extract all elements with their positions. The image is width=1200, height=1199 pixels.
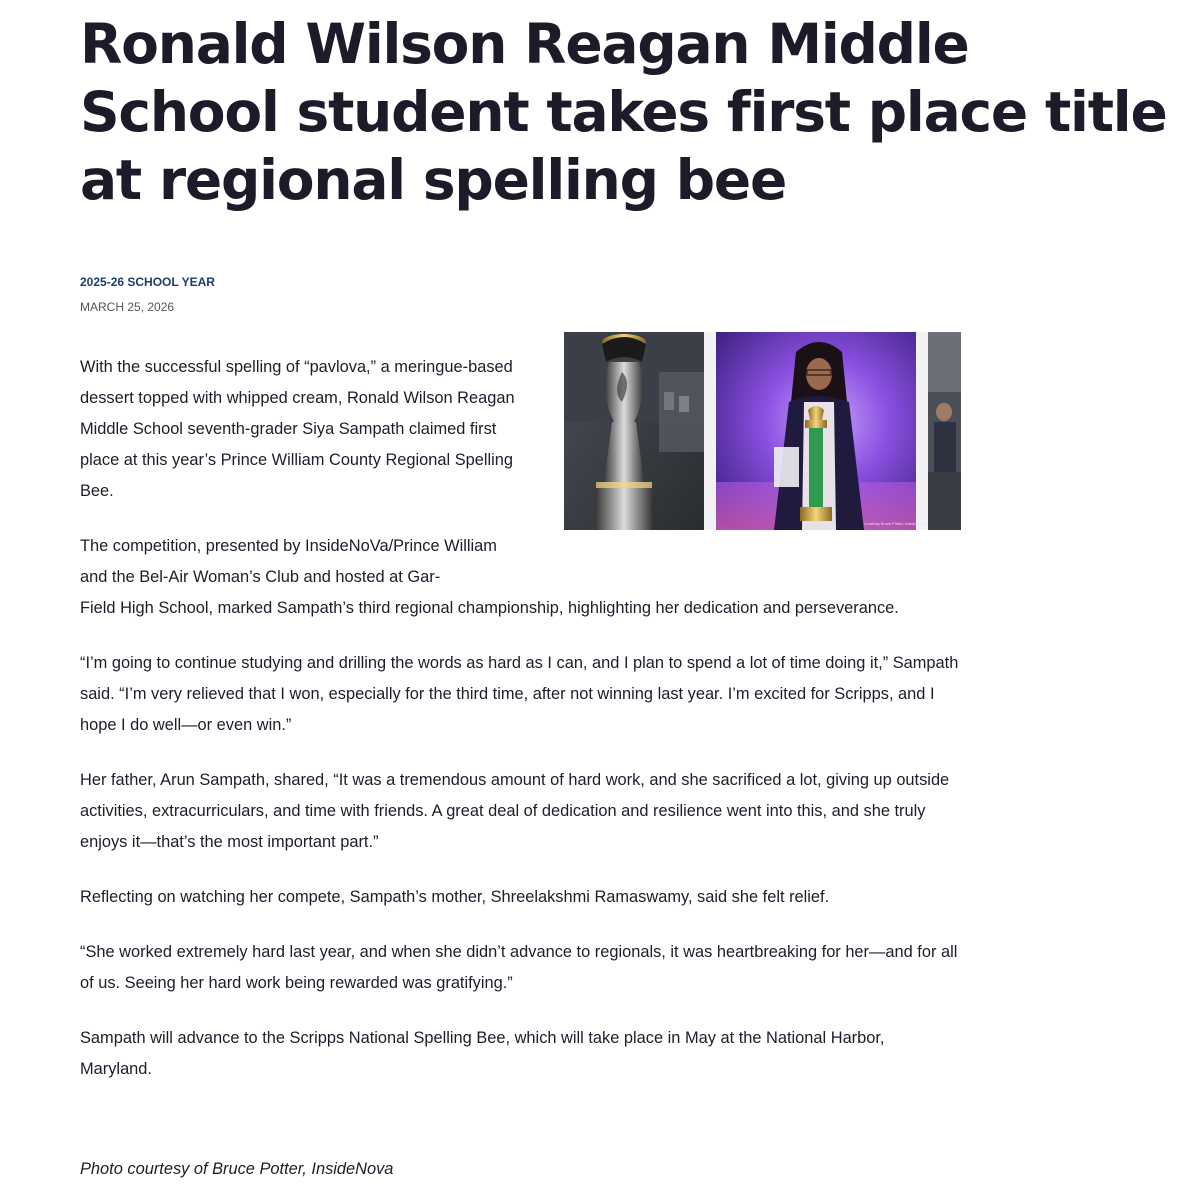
paragraph-competition-part-b: Field High School, marked Sampath’s third regional championship, highlighting her dedication and perseverance. xyxy=(80,599,899,617)
photo-overlay-credit: Courtesy Bruce Potter, InsideNova xyxy=(863,521,925,526)
paragraph-closing: Sampath will advance to the Scripps National Spelling Bee, which will take place in May at the National Harbor, Maryland. xyxy=(80,1029,885,1078)
paragraph-competition-part-a: The competition, presented by InsideNoVa/Prince William and the Bel-Air Woman’s Club and hosted at Gar- xyxy=(80,537,497,586)
paragraph-mother: Reflecting on watching her compete, Sampath’s mother, Shreelakshmi Ramaswamy, said she felt relief. xyxy=(80,888,830,906)
article xyxy=(80,0,1167,1178)
photo-credit: Photo courtesy of Bruce Potter, InsideNova xyxy=(80,1160,394,1178)
paragraph-quote-1: “I’m going to continue studying and drilling the words as hard as I can, and I plan to spend a lot of time doing it,” Sampath said. “I’m very relieved that I won, especially for the third time, after not winning last year. I’m excited for Scripps, and I hope I do well—or even win.” xyxy=(80,654,959,734)
article-body xyxy=(80,352,960,1109)
paragraph-competition xyxy=(80,531,960,624)
paragraph-quote-2: “She worked extremely hard last year, and when she didn’t advance to regionals, it was heartbreaking for her—and for all of us. Seeing her hard work being rewarded was gratifying.” xyxy=(80,943,958,992)
paragraph-intro: With the successful spelling of “pavlova,” a meringue-based dessert topped with whipped cream, Ronald Wilson Reagan Middle School seventh-grader Siya Sampath claimed first place at this year’s Prince William County Regional Spelling Bee. xyxy=(80,358,515,500)
paragraph-father: Her father, Arun Sampath, shared, “It was a tremendous amount of hard work, and she sacrificed a lot, giving up outside activities, extracurriculars, and time with friends. A great deal of dedication and resilience went into this, and she truly enjoys it—that’s the most important part.” xyxy=(80,771,950,851)
category-link[interactable]: 2025-26 SCHOOL YEAR xyxy=(80,275,215,289)
article-headline: Ronald Wilson Reagan Middle School student takes first place title at regional spelling bee xyxy=(80,12,1167,212)
publish-date: MARCH 25, 2026 xyxy=(80,300,175,314)
